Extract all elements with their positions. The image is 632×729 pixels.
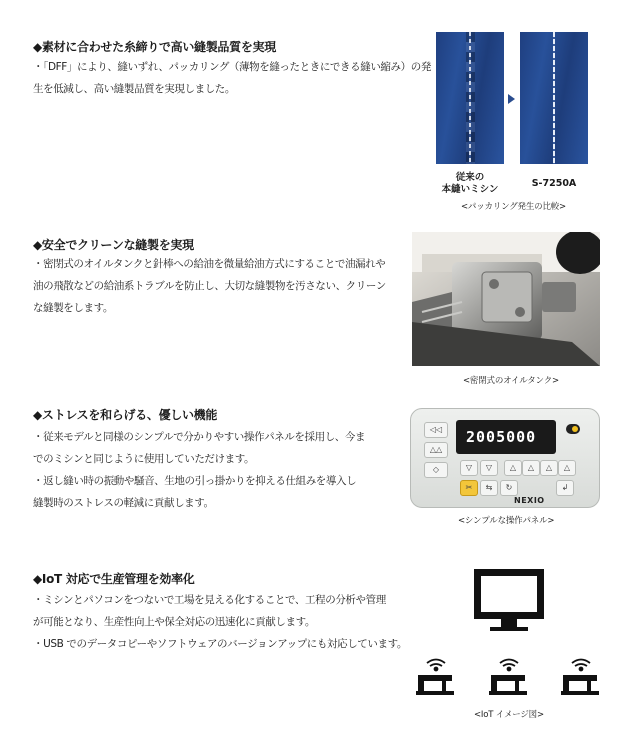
oil-tank-photo (412, 232, 600, 366)
section-heading: ◆素材に合わせた糸締りで高い縫製品質を実現 (33, 40, 276, 54)
figure-caption: <シンプルな操作パネル> (458, 516, 555, 526)
puckering-comparison-figure (436, 32, 600, 198)
body-line: 縫製時のストレスの軽減に貢献します。 (33, 497, 214, 509)
panel-function-button: ⇆ (480, 480, 498, 496)
body-line: ・ミシンとパソコンをつないで工場を見える化することで、工程の分析や管理 (33, 594, 386, 606)
section-heading: ◆IoT 対応で生産管理を効率化 (33, 572, 195, 586)
conventional-fabric-sample (436, 32, 504, 164)
sewing-machine-icon (416, 675, 454, 695)
body-line: ・密閉式のオイルタンクと針棒への給油を微量給油方式にすることで油漏れや (33, 258, 386, 270)
body-line: 生を低減し、高い縫製品質を実現しました。 (33, 83, 235, 95)
panel-indicator-icon (572, 426, 578, 432)
section-body (33, 253, 386, 319)
panel-arrow-button: △ (540, 460, 558, 476)
section-body (33, 56, 431, 100)
section-clean-sewing (0, 220, 632, 390)
arrow-right-icon (508, 94, 515, 104)
section-body (33, 426, 365, 514)
monitor-icon (474, 569, 544, 631)
section-heading: ◆ストレスを和らげる、優しい機能 (33, 408, 218, 422)
section-body (33, 589, 407, 655)
figure-caption: <密閉式のオイルタンク> (463, 376, 559, 386)
panel-left-button: △△ (424, 442, 448, 458)
figure-caption: <パッカリング発生の比較> (461, 202, 566, 212)
sewing-machine-icon (561, 675, 599, 695)
section-heading: ◆安全でクリーンな縫製を実現 (33, 238, 194, 252)
panel-arrow-button: △ (522, 460, 540, 476)
operation-panel-figure (410, 408, 600, 508)
body-line: ・従来モデルと同様のシンプルで分かりやすい操作パネルを採用し、今ま (33, 431, 366, 443)
body-line: 油の飛散などの給油系トラブルを防止し、大切な縫製物を汚さない、クリーン (33, 280, 386, 292)
body-line: ・USB でのデータコピーやソフトウェアのバージョンアップにも対応しています。 (33, 638, 407, 650)
body-line: ・「DFF」により、縫いずれ、パッカリング（薄物を縫ったときにできる縫い縮み）の発 (33, 61, 431, 73)
body-line: でのミシンと同じように使用していただけます。 (33, 453, 255, 465)
body-line: な縫製をします。 (33, 302, 113, 314)
sealed-oil-tank-image (412, 232, 600, 366)
s7250a-label: S-7250A (531, 178, 577, 189)
panel-function-button: ↻ (500, 480, 518, 496)
body-line: が可能となり、生産性向上や保全対応の迅速化に貢献します。 (33, 616, 315, 628)
body-line: ・返し縫い時の振動や騒音、生地の引っ掛かりを抑える仕組みを導入し (33, 475, 357, 487)
conventional-machine-label: 従来の 本縫いミシン (441, 172, 499, 195)
panel-yellow-button: ✂ (460, 480, 478, 496)
panel-arrow-button: △ (558, 460, 576, 476)
panel-left-button: ◇ (424, 462, 448, 478)
section-stress-reduction (0, 390, 632, 560)
panel-brand: NEXIO (514, 496, 545, 505)
iot-diagram (412, 565, 604, 701)
panel-display-value: 2005000 (466, 428, 537, 446)
panel-display (456, 420, 556, 454)
section-stitch-quality (0, 0, 632, 220)
panel-function-button: ↲ (556, 480, 574, 496)
section-iot (0, 560, 632, 729)
panel-arrow-button: ▽ (480, 460, 498, 476)
figure-caption: <IoT イメージ図> (474, 710, 544, 720)
sewing-machine-icon (489, 675, 527, 695)
wifi-icon (427, 660, 590, 671)
panel-arrow-button: △ (504, 460, 522, 476)
s7250a-fabric-sample (520, 32, 588, 164)
panel-left-button: ◁◁ (424, 422, 448, 438)
panel-arrow-button: ▽ (460, 460, 478, 476)
